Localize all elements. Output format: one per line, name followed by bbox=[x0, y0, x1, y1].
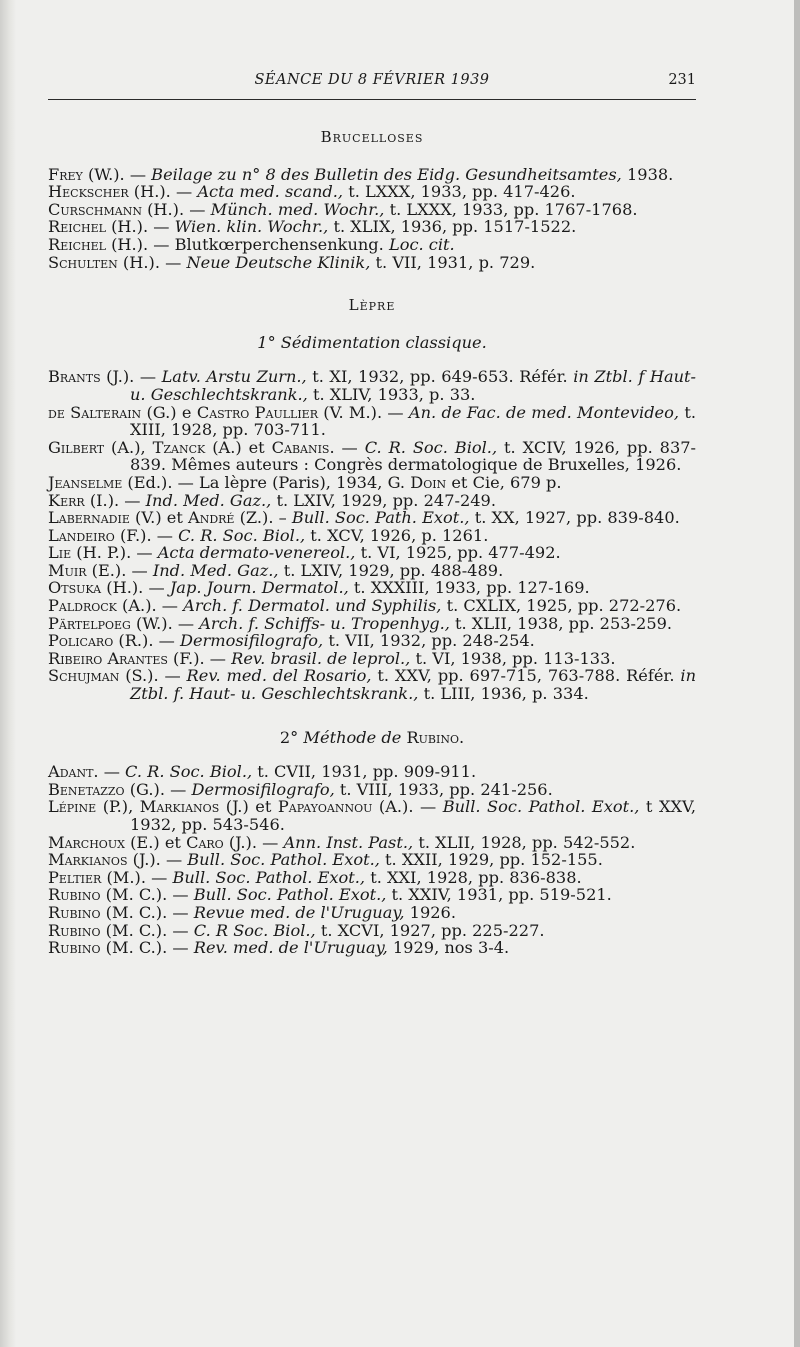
entry-text: (H.). — bbox=[117, 252, 187, 272]
entry-journal: Arch. f. Schiffs- u. Tropenhyg., bbox=[199, 613, 450, 633]
entry-journal: C. R. Soc. Biol., bbox=[125, 762, 253, 782]
bibliography-entry bbox=[48, 183, 696, 201]
entry-text: t. LXXX, 1933, pp. 1767-1768. bbox=[384, 199, 638, 219]
entry-journal: Rev. med. de l'Uruguay, bbox=[193, 938, 388, 958]
entry-text: t. XXII, 1929, pp. 152-155. bbox=[379, 850, 603, 870]
entry-author: Rubino bbox=[48, 902, 101, 922]
section-title-brucelloses: Brucelloses bbox=[320, 128, 424, 146]
entry-text: 1938. bbox=[621, 164, 674, 184]
subsection-suffix: . bbox=[458, 727, 465, 747]
entry-text: (F.). — bbox=[114, 525, 179, 545]
bibliography-entry bbox=[48, 834, 696, 852]
bibliography-entry bbox=[48, 939, 696, 957]
entry-text: (H.). — bbox=[141, 199, 211, 219]
entry-author: Curschmann bbox=[48, 199, 142, 219]
entry-journal: Bull. Soc. Pathol. Exot., bbox=[442, 797, 640, 817]
entry-text: t. VI, 1938, pp. 113-133. bbox=[410, 648, 616, 668]
entry-text: t. XX, 1927, pp. 839-840. bbox=[469, 508, 680, 528]
entry-author: Jeanselme bbox=[48, 472, 123, 492]
entry-text: t. XXXIII, 1933, pp. 127-169. bbox=[348, 578, 590, 598]
bibliography-entry bbox=[48, 474, 696, 492]
entry-journal: Dermosifilografo, bbox=[191, 779, 335, 799]
entry-text: (V.) et bbox=[129, 508, 189, 528]
entry-author: de Salterain bbox=[48, 402, 142, 422]
entry-text: (J.) et bbox=[219, 797, 278, 817]
bibliography-entry bbox=[48, 869, 696, 887]
entry-author: Brants bbox=[48, 367, 101, 387]
bibliography-entry bbox=[48, 527, 696, 545]
entry-text: t. XCIV, 1926, pp. 837-839. Mêmes auteurs : Congrès dermatologique de Bruxelles, 1926. bbox=[130, 437, 697, 475]
entry-text: t. LXIV, 1929, pp. 247-249. bbox=[271, 490, 496, 510]
entry-text: (R.). — bbox=[113, 631, 180, 651]
bibliography-entry bbox=[48, 650, 696, 668]
entry-journal: Jap. Journ. Dermatol., bbox=[169, 578, 349, 598]
entry-journal: Acta med. scand., bbox=[197, 182, 344, 202]
entry-journal: Rev. med. del Rosario, bbox=[186, 666, 372, 686]
entry-text: t. XCV, 1926, p. 1261. bbox=[305, 525, 489, 545]
bibliography-entry bbox=[48, 922, 696, 940]
entry-text: t. XXV, pp. 697-715, 763-788. Référ. bbox=[371, 666, 681, 686]
entry-author: Caro bbox=[186, 832, 224, 852]
entry-author: Gilbert bbox=[48, 437, 105, 457]
entry-text: (F.). — bbox=[167, 648, 232, 668]
bibliography-entry bbox=[48, 439, 696, 474]
entry-journal: An. de Fac. de med. Montevideo, bbox=[408, 402, 680, 422]
entry-author: Frey bbox=[48, 164, 83, 184]
entry-text: (I.). — bbox=[84, 490, 146, 510]
section-title-lepre: Lèpre bbox=[348, 296, 396, 315]
bibliography-entry bbox=[48, 368, 696, 403]
bibliography-entry bbox=[48, 166, 696, 184]
subsection-italic: Méthode de bbox=[303, 727, 407, 747]
entry-journal: Neue Deutsche Klinik, bbox=[186, 252, 371, 272]
bibliography-entry bbox=[48, 904, 696, 922]
entry-author: Heckscher bbox=[48, 182, 129, 202]
entry-text: (Z.). – bbox=[234, 508, 292, 528]
entry-author: Rubino bbox=[48, 938, 101, 958]
entry-text: (G.) e bbox=[141, 402, 197, 422]
entry-author: André bbox=[188, 508, 235, 528]
entry-text: t. VI, 1925, pp. 477-492. bbox=[355, 543, 561, 563]
entry-text: t. XCVI, 1927, pp. 225-227. bbox=[315, 920, 545, 940]
entry-text: t. LIII, 1936, p. 334. bbox=[418, 684, 589, 704]
entry-text: (A.), bbox=[104, 437, 153, 457]
entry-author: Lie bbox=[48, 543, 72, 563]
entry-author: Rubino bbox=[48, 920, 101, 940]
entry-text: t. CVII, 1931, pp. 909-911. bbox=[252, 762, 477, 782]
bibliography-entry bbox=[48, 798, 696, 833]
entry-text: (W.). — bbox=[130, 613, 200, 633]
entry-author: Policaro bbox=[48, 631, 114, 651]
entry-text: . — bbox=[329, 437, 365, 457]
entry-text: (W.). — bbox=[82, 164, 152, 184]
entries-sedimentation bbox=[48, 368, 696, 702]
entry-journal: in Ztbl. f Haut- u. Geschlechtskrank., bbox=[130, 367, 697, 404]
entry-journal: Ind. Med. Gaz., bbox=[152, 560, 279, 580]
entry-text: t. XLII, 1938, pp. 253-259. bbox=[449, 613, 673, 633]
subsection-prefix: 2° bbox=[279, 727, 304, 747]
entry-text: (A.). — bbox=[116, 596, 184, 616]
entry-author: Markianos bbox=[139, 797, 220, 817]
entry-text: (H.). — bbox=[101, 578, 170, 598]
entry-journal: Beilage zu n° 8 des Bulletin des Eidg. Gesundheitsamtes, bbox=[151, 164, 622, 184]
entry-text: (M. C.). — bbox=[100, 938, 194, 958]
entry-journal: Ann. Inst. Past., bbox=[283, 832, 414, 852]
bibliography-entry bbox=[48, 886, 696, 904]
entry-text: et Cie, 679 p. bbox=[446, 472, 562, 492]
entry-text: (J.). — bbox=[127, 850, 188, 870]
entry-text: (M. C.). — bbox=[100, 920, 194, 940]
bibliography-entry bbox=[48, 667, 696, 702]
entry-journal: Ind. Med. Gaz., bbox=[145, 490, 272, 510]
entry-author: Benetazzo bbox=[48, 779, 125, 799]
entry-author: Schujman bbox=[48, 666, 120, 686]
entry-text: t. VIII, 1933, pp. 241-256. bbox=[334, 779, 553, 799]
entry-text: t. CXLIX, 1925, pp. 272-276. bbox=[441, 596, 682, 616]
entry-author: Adant bbox=[48, 762, 94, 782]
entry-text: t. XLIX, 1936, pp. 1517-1522. bbox=[328, 217, 577, 237]
entry-text: (M. C.). — bbox=[100, 902, 194, 922]
entry-text: t. XI, 1932, pp. 649-653. Référ. bbox=[306, 367, 574, 387]
entry-text: t. XLII, 1928, pp. 542-552. bbox=[413, 832, 636, 852]
entry-journal: Acta dermato-venereol., bbox=[157, 543, 356, 563]
subsection-author: Rubino bbox=[406, 727, 459, 747]
entry-text: (H. P.). — bbox=[71, 543, 158, 563]
bibliography-entry bbox=[48, 579, 696, 597]
entries-brucelloses bbox=[48, 166, 696, 272]
entry-journal: Bull. Soc. Pathol. Exot., bbox=[172, 867, 366, 887]
entry-text: t. VII, 1931, p. 729. bbox=[370, 252, 536, 272]
entry-journal: C. R Soc. Biol., bbox=[193, 920, 316, 940]
entry-text: t. XXI, 1928, pp. 836-838. bbox=[365, 867, 582, 887]
entry-journal: in Ztbl. f. Haut- u. Geschlechtskrank., bbox=[130, 666, 697, 704]
entry-text: t. VII, 1932, pp. 248-254. bbox=[323, 631, 535, 651]
bibliography-entry bbox=[48, 851, 696, 869]
bibliography-entry bbox=[48, 254, 696, 272]
entry-text: t. LXXX, 1933, pp. 417-426. bbox=[343, 182, 576, 202]
bibliography-entry bbox=[48, 763, 696, 781]
entry-author: Schulten bbox=[48, 252, 118, 272]
entry-author: Muir bbox=[48, 560, 87, 580]
entry-author: Rubino bbox=[48, 885, 101, 905]
page-number: 231 bbox=[668, 72, 696, 88]
entry-author: Lépine bbox=[48, 797, 97, 817]
bibliography-entry bbox=[48, 562, 696, 580]
entry-author: Doin bbox=[410, 472, 447, 492]
entry-text: t. LXIV, 1929, pp. 488-489. bbox=[278, 560, 504, 580]
entry-journal: Rev. brasil. de leprol., bbox=[231, 648, 411, 668]
entry-journal: Dermosifilografo, bbox=[179, 631, 324, 651]
entry-text: (E.) et bbox=[124, 832, 187, 852]
entry-author: Tzanck bbox=[152, 437, 206, 457]
bibliography-entry bbox=[48, 236, 696, 254]
entry-journal: C. R. Soc. Biol., bbox=[178, 525, 306, 545]
bibliography-body bbox=[48, 129, 696, 957]
bibliography-entry bbox=[48, 597, 696, 615]
entry-text: (H.). — Blutkœrperchensenkung. bbox=[105, 234, 389, 254]
entry-author: Markianos bbox=[48, 850, 128, 870]
entry-author: Papayoannou bbox=[277, 797, 373, 817]
entry-text: (J.). — bbox=[223, 832, 284, 852]
entry-journal: Bull. Soc. Pathol. Exot., bbox=[187, 850, 380, 870]
entry-journal: Latv. Arstu Zurn., bbox=[161, 367, 307, 387]
entry-author: Cabanis bbox=[271, 437, 330, 457]
entry-author: Labernadie bbox=[48, 508, 130, 528]
entry-author: Ribeiro Arantes bbox=[48, 648, 168, 668]
entry-text: t XXV, 1932, pp. 543-546. bbox=[130, 797, 696, 834]
entry-journal: Bull. Soc. Pathol. Exot., bbox=[193, 885, 387, 905]
entry-author: Peltier bbox=[48, 867, 102, 887]
entry-text: (H.). — bbox=[105, 217, 175, 237]
bibliography-entry bbox=[48, 492, 696, 510]
entry-text: t. XIII, 1928, pp. 703-711. bbox=[130, 402, 696, 440]
subsection-title-sedimentation: 1° Sédimentation classique. bbox=[257, 332, 487, 352]
entry-journal: Münch. med. Wochr., bbox=[210, 199, 385, 219]
entry-text: (Ed.). — La lèpre (Paris), 1934, G. bbox=[122, 472, 411, 492]
entry-author: Paldrock bbox=[48, 596, 117, 616]
entry-text: (M.). — bbox=[101, 867, 173, 887]
bibliography-entry bbox=[48, 632, 696, 650]
entry-text: (H.). — bbox=[128, 182, 198, 202]
entry-journal: Bull. Soc. Path. Exot., bbox=[291, 508, 470, 528]
entry-author: Castro Paullier bbox=[196, 402, 318, 422]
entry-text: t. XXIV, 1931, pp. 519-521. bbox=[386, 885, 612, 905]
bibliography-entry bbox=[48, 201, 696, 219]
entry-text: . — bbox=[93, 762, 126, 782]
bibliography-entry bbox=[48, 509, 696, 527]
entry-author: Kerr bbox=[48, 490, 85, 510]
entry-author: Pärtelpoeg bbox=[48, 613, 131, 633]
entry-text: (A.). — bbox=[372, 797, 443, 817]
entry-text: (A.) et bbox=[205, 437, 272, 457]
entry-author: Otsuka bbox=[48, 578, 102, 598]
page-edge bbox=[794, 0, 800, 1347]
bibliography-entry bbox=[48, 781, 696, 799]
entry-author: Reichel bbox=[48, 217, 106, 237]
entry-text: 1926. bbox=[404, 902, 457, 922]
entry-text: (S.). — bbox=[119, 666, 187, 686]
running-header bbox=[48, 72, 696, 94]
entry-author: Reichel bbox=[48, 234, 106, 254]
entry-journal: C. R. Soc. Biol., bbox=[364, 437, 498, 457]
entry-text: 1929, nos 3-4. bbox=[387, 938, 510, 958]
entry-text: (G.). — bbox=[124, 779, 192, 799]
header-title: SÉANCE DU 8 FÉVRIER 1939 bbox=[254, 72, 490, 88]
entry-text: (P.), bbox=[96, 797, 140, 817]
entry-journal: Wien. klin. Wochr., bbox=[174, 217, 329, 237]
bibliography-entry bbox=[48, 404, 696, 439]
book-binding-shadow bbox=[0, 0, 16, 1347]
entry-text: (M. C.). — bbox=[100, 885, 194, 905]
entry-author: Marchoux bbox=[48, 832, 125, 852]
entry-text: (J.). — bbox=[100, 367, 162, 387]
entry-author: Landeiro bbox=[48, 525, 115, 545]
bibliography-entry bbox=[48, 544, 696, 562]
entry-text: (V. M.). — bbox=[318, 402, 409, 422]
bibliography-entry bbox=[48, 615, 696, 633]
entry-journal: Loc. cit. bbox=[388, 234, 455, 254]
header-rule bbox=[48, 99, 696, 100]
entry-journal: Arch. f. Dermatol. und Syphilis, bbox=[183, 596, 442, 616]
subsection-title-rubino bbox=[48, 729, 696, 747]
entry-journal: Revue med. de l'Uruguay, bbox=[193, 902, 405, 922]
bibliography-entry bbox=[48, 218, 696, 236]
entries-rubino bbox=[48, 763, 696, 957]
entry-text: t. XLIV, 1933, p. 33. bbox=[307, 384, 476, 404]
entry-text: (E.). — bbox=[86, 560, 153, 580]
